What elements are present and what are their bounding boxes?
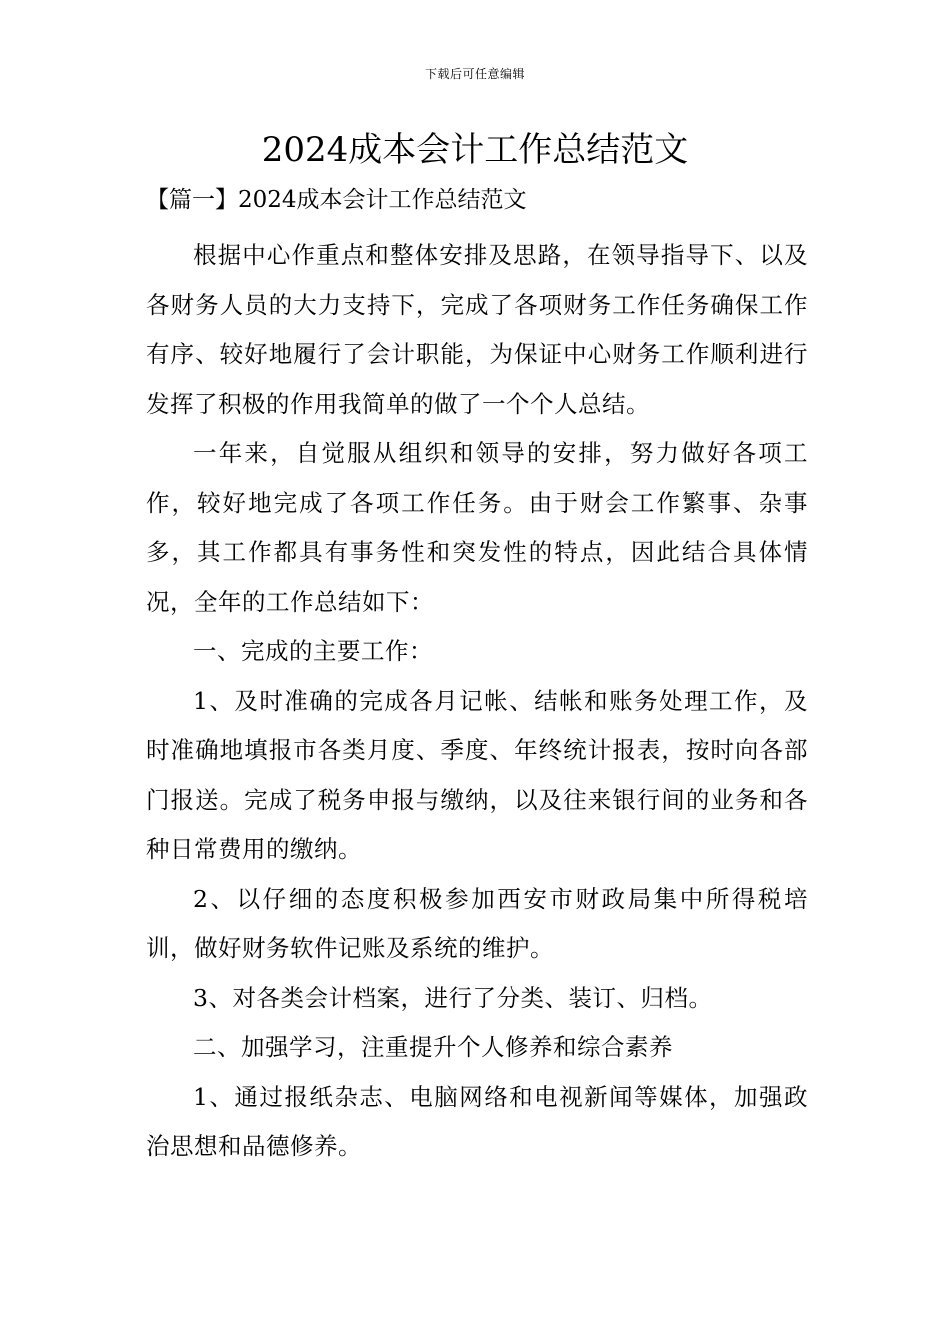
list-item: 2、以仔细的态度积极参加西安市财政局集中所得税培训，做好财务软件记账及系统的维护。 (146, 884, 808, 962)
list-heading: 一、完成的主要工作： (193, 637, 433, 665)
document-title: 2024成本会计工作总结范文 (261, 130, 689, 170)
list-heading: 二、加强学习，注重提升个人修养和综合素养 (193, 1033, 673, 1061)
section-heading: 【篇一】2024成本会计工作总结范文 (146, 187, 527, 213)
paragraph: 根据中心作重点和整体安排及思路，在领导指导下、以及各财务人员的大力支持下，完成了各项财务工作任务确保工作有序、较好地履行了会计职能，为保证中心财务工作顺利进行发挥了积极的作用我简单的做了一个个人总结。 (146, 241, 808, 418)
list-item: 1、通过报纸杂志、电脑网络和电视新闻等媒体，加强政治思想和品德修养。 (146, 1082, 808, 1160)
list-item: 1、及时准确的完成各月记帐、结帐和账务处理工作，及时准确地填报市各类月度、季度、年终统计报表，按时向各部门报送。完成了税务申报与缴纳，以及往来银行间的业务和各种日常费用的缴纳。 (146, 686, 808, 863)
paragraph: 一年来，自觉服从组织和领导的安排，努力做好各项工作，较好地完成了各项工作任务。由于财会工作繁事、杂事多，其工作都具有事务性和突发性的特点，因此结合具体情况，全年的工作总结如下： (146, 439, 808, 616)
header-note: 下载后可任意编辑 (424, 67, 525, 81)
list-item: 3、对各类会计档案，进行了分类、装订、归档。 (193, 983, 713, 1012)
document-body (146, 231, 808, 1172)
